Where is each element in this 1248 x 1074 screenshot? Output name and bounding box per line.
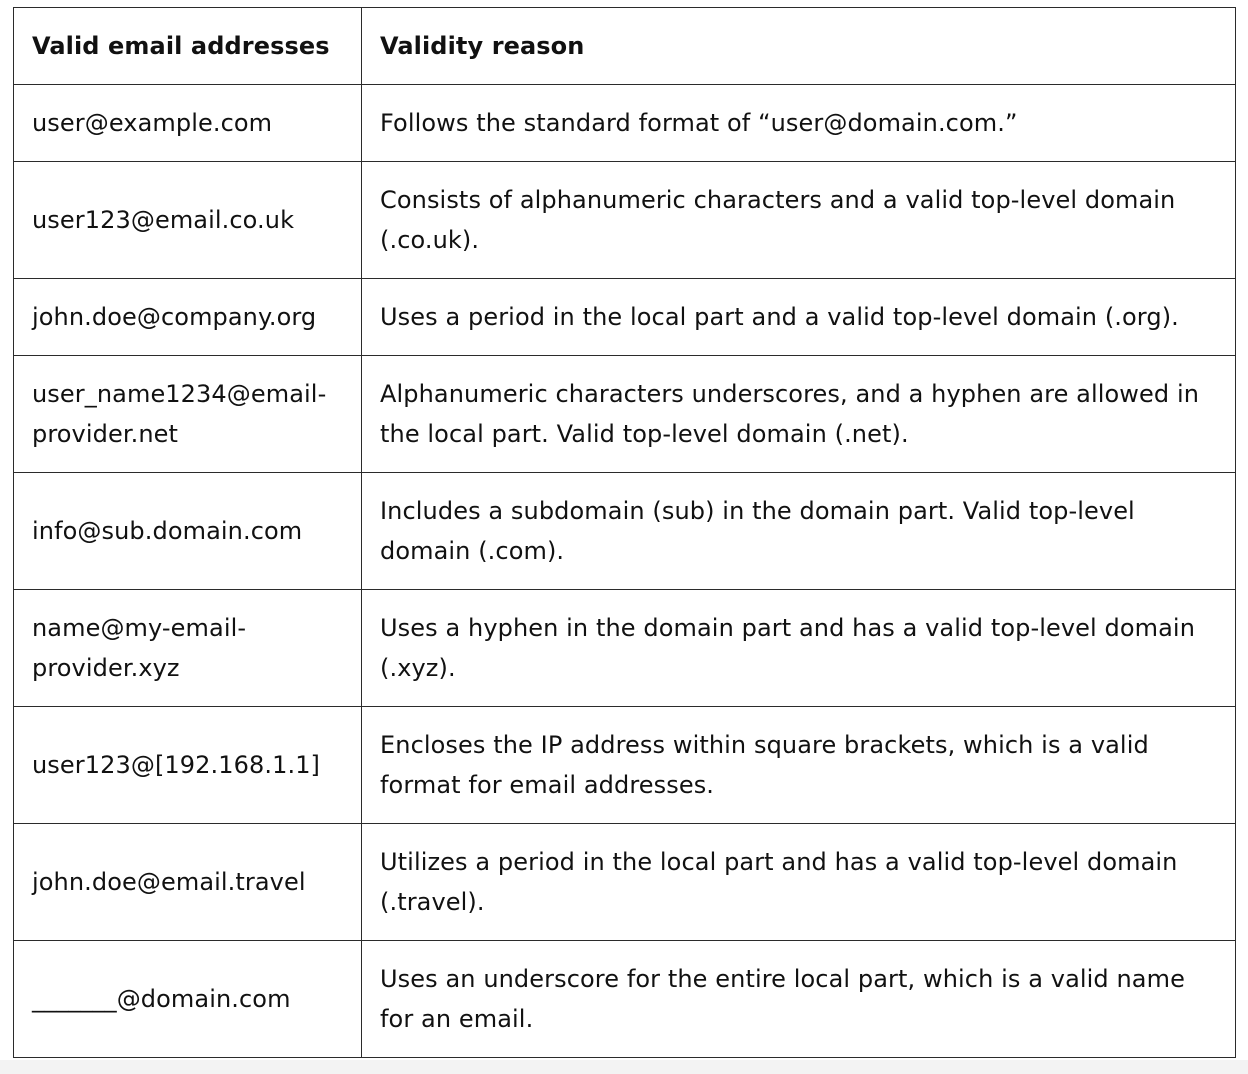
table-row <box>14 279 1236 356</box>
table-row <box>14 824 1236 941</box>
validity-reason-text: Uses an underscore for the entire local part, which is a valid name for an email. <box>380 965 1185 1033</box>
header-valid-email-addresses: Valid email addresses <box>14 8 362 85</box>
table-row <box>14 85 1236 162</box>
email-address-text: user@example.com <box>32 109 273 137</box>
validity-reason-cell <box>362 162 1236 279</box>
email-address-cell <box>14 356 362 473</box>
email-address-text: user123@email.co.uk <box>32 206 295 234</box>
validity-reason-text: Uses a hyphen in the domain part and has a valid top-level domain (.xyz). <box>380 614 1195 682</box>
header-validity-reason: Validity reason <box>362 8 1236 85</box>
email-address-cell <box>14 473 362 590</box>
validity-reason-text: Alphanumeric characters underscores, and a hyphen are allowed in the local part. Valid top-level domain (.net). <box>380 380 1200 448</box>
validity-reason-cell <box>362 356 1236 473</box>
validity-reason-cell <box>362 824 1236 941</box>
validity-reason-text: Includes a subdomain (sub) in the domain part. Valid top-level domain (.com). <box>380 497 1135 565</box>
valid-email-table <box>13 7 1236 1058</box>
email-address-text: john.doe@email.travel <box>32 868 306 896</box>
email-address-text: john.doe@company.org <box>32 303 317 331</box>
validity-reason-text: Uses a period in the local part and a valid top-level domain (.org). <box>380 303 1179 331</box>
table-row <box>14 707 1236 824</box>
validity-reason-text: Encloses the IP address within square brackets, which is a valid format for email addresses. <box>380 731 1149 799</box>
email-address-text: user123@[192.168.1.1] <box>32 751 321 779</box>
email-address-text: info@sub.domain.com <box>32 517 303 545</box>
email-address-cell <box>14 707 362 824</box>
email-address-cell <box>14 279 362 356</box>
email-address-text: user_name1234@email-provider.net <box>32 380 327 448</box>
validity-reason-cell <box>362 941 1236 1058</box>
table-row <box>14 590 1236 707</box>
table-row <box>14 162 1236 279</box>
table-header-row <box>14 8 1236 85</box>
email-address-cell <box>14 941 362 1058</box>
table-body <box>14 85 1236 1058</box>
table-row <box>14 941 1236 1058</box>
validity-reason-cell <box>362 473 1236 590</box>
email-address-cell <box>14 85 362 162</box>
validity-reason-text: Follows the standard format of “user@domain.com.” <box>380 109 1018 137</box>
email-address-text: _______@domain.com <box>32 985 291 1013</box>
validity-reason-text: Consists of alphanumeric characters and a valid top-level domain (.co.uk). <box>380 186 1176 254</box>
validity-reason-cell <box>362 85 1236 162</box>
validity-reason-cell <box>362 707 1236 824</box>
table-row <box>14 356 1236 473</box>
table-row <box>14 473 1236 590</box>
validity-reason-text: Utilizes a period in the local part and has a valid top-level domain (.travel). <box>380 848 1178 916</box>
email-address-cell <box>14 590 362 707</box>
validity-reason-cell <box>362 590 1236 707</box>
email-address-cell <box>14 824 362 941</box>
email-address-cell <box>14 162 362 279</box>
validity-reason-cell <box>362 279 1236 356</box>
email-address-text: name@my-email-provider.xyz <box>32 614 247 682</box>
